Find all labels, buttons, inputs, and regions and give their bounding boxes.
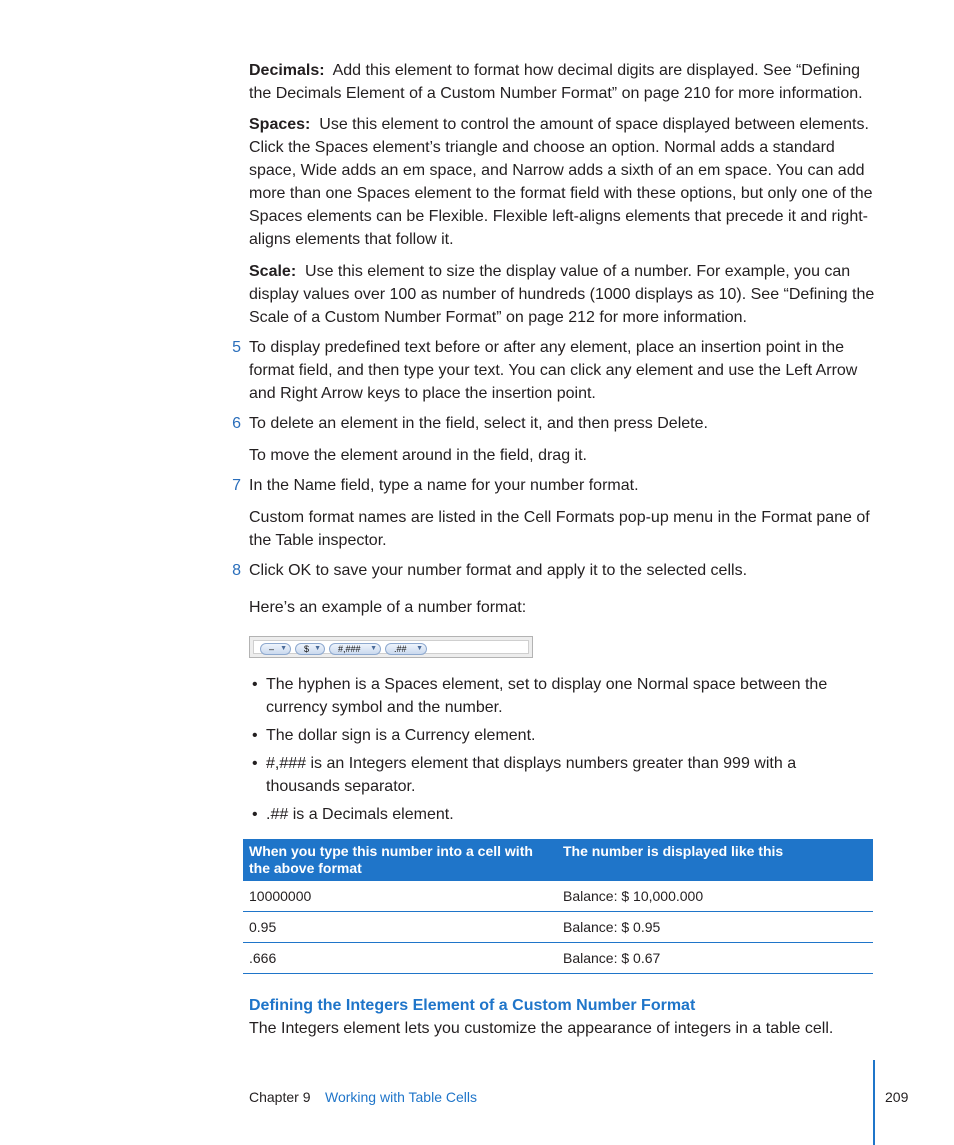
step-text: Click OK to save your number format and apply it to the selected cells. xyxy=(249,562,748,579)
table-cell-input: 0.95 xyxy=(243,912,557,943)
decimals-term: Decimals: xyxy=(249,62,325,79)
step-number: 8 xyxy=(232,562,241,579)
scale-definition xyxy=(249,260,875,329)
step-text: In the Name field, type a name for your number format. xyxy=(249,477,639,494)
step-number: 6 xyxy=(232,415,241,432)
token-label: .## xyxy=(394,644,407,654)
step-6 xyxy=(232,412,875,435)
section-text: The Integers element lets you customize the appearance of integers in a table cell. xyxy=(249,1020,834,1037)
scale-text: Use this element to size the display value of a number. For example, you can display values over 100 as number of hundreds (1000 displays as 10). See “Defining the Scale of a Custom Number Format” on page 212 for more information. xyxy=(249,263,875,326)
decimals-definition xyxy=(249,59,875,105)
list-item xyxy=(252,724,856,747)
bullet-dot: • xyxy=(252,727,258,744)
table-cell-output: Balance: $ 10,000.000 xyxy=(557,881,873,912)
token-label: – xyxy=(269,644,275,654)
chevron-down-icon: ▼ xyxy=(370,645,377,652)
section-heading: Defining the Integers Element of a Custom Number Format xyxy=(249,997,696,1014)
example-intro: Here’s an example of a number format: xyxy=(249,599,527,616)
table-row xyxy=(243,912,873,943)
table-header-input: When you type this number into a cell with the above format xyxy=(243,839,557,881)
table-cell-output: Balance: $ 0.67 xyxy=(557,943,873,974)
step-5 xyxy=(232,336,875,405)
format-example-table xyxy=(243,839,873,974)
bullet-text: #,### is an Integers element that displays numbers greater than 999 with a thousands separator. xyxy=(266,755,797,795)
step-number: 5 xyxy=(232,339,241,356)
footer-chapter-title[interactable]: Working with Table Cells xyxy=(325,1089,477,1105)
page-body xyxy=(232,0,875,1145)
chevron-down-icon: ▼ xyxy=(416,645,423,652)
format-token-decimals[interactable] xyxy=(385,643,427,655)
scale-term: Scale: xyxy=(249,263,297,280)
format-token-currency[interactable] xyxy=(295,643,325,655)
decimals-text: Add this element to format how decimal digits are displayed. See “Defining the Decimals Element of a Custom Number Format” on page 210 for more information. xyxy=(249,62,863,102)
table-cell-output: Balance: $ 0.95 xyxy=(557,912,873,943)
format-token-spaces[interactable] xyxy=(260,643,291,655)
footer-divider xyxy=(873,1060,875,1145)
table-row xyxy=(243,881,873,912)
spaces-text: Use this element to control the amount of space displayed between elements. Click the Spaces element’s triangle and choose an option. Normal adds a standard space, Wide adds an em space, and Narrow adds a sixth of an em space. You can add more than one Spaces element to the format field with these options, but only one of the Spaces elements can be Flexible. Flexible left-aligns elements that precede it and right-aligns elements that follow it. xyxy=(249,116,873,248)
format-field-inner xyxy=(253,640,529,654)
page-number: 209 xyxy=(885,1089,909,1105)
bullet-dot: • xyxy=(252,676,258,693)
bullet-text: The dollar sign is a Currency element. xyxy=(266,727,536,744)
token-label: #,### xyxy=(338,644,361,654)
bullet-dot: • xyxy=(252,755,258,772)
token-label: $ xyxy=(304,644,310,654)
bullet-dot: • xyxy=(252,806,258,823)
spaces-definition xyxy=(249,113,875,251)
chevron-down-icon: ▼ xyxy=(280,645,287,652)
move-note: To move the element around in the field, drag it. xyxy=(249,447,587,464)
step-text: To display predefined text before or after any element, place an insertion point in the format field, and then type your text. You can click any element and use the Left Arrow and Right Arrow keys to place the insertion point. xyxy=(249,339,858,402)
step-7 xyxy=(232,474,875,497)
step-text: To delete an element in the field, select it, and then press Delete. xyxy=(249,415,708,432)
format-token-integers[interactable] xyxy=(329,643,381,655)
spaces-term: Spaces: xyxy=(249,116,311,133)
table-row xyxy=(243,943,873,974)
table-header-row xyxy=(243,839,873,881)
list-item xyxy=(252,752,856,798)
list-item xyxy=(252,673,856,719)
format-names-note: Custom format names are listed in the Cell Formats pop-up menu in the Format pane of the Table inspector. xyxy=(249,509,870,549)
number-format-field[interactable] xyxy=(249,636,533,658)
table-cell-input: 10000000 xyxy=(243,881,557,912)
step-8 xyxy=(232,559,875,582)
bullet-text: .## is a Decimals element. xyxy=(266,806,454,823)
bullet-text: The hyphen is a Spaces element, set to display one Normal space between the currency symbol and the number. xyxy=(266,676,828,716)
list-item xyxy=(252,803,856,826)
footer-chapter: Chapter 9 xyxy=(249,1089,311,1105)
step-number: 7 xyxy=(232,477,241,494)
table-header-output: The number is displayed like this xyxy=(557,839,873,881)
table-cell-input: .666 xyxy=(243,943,557,974)
chevron-down-icon: ▼ xyxy=(314,645,321,652)
